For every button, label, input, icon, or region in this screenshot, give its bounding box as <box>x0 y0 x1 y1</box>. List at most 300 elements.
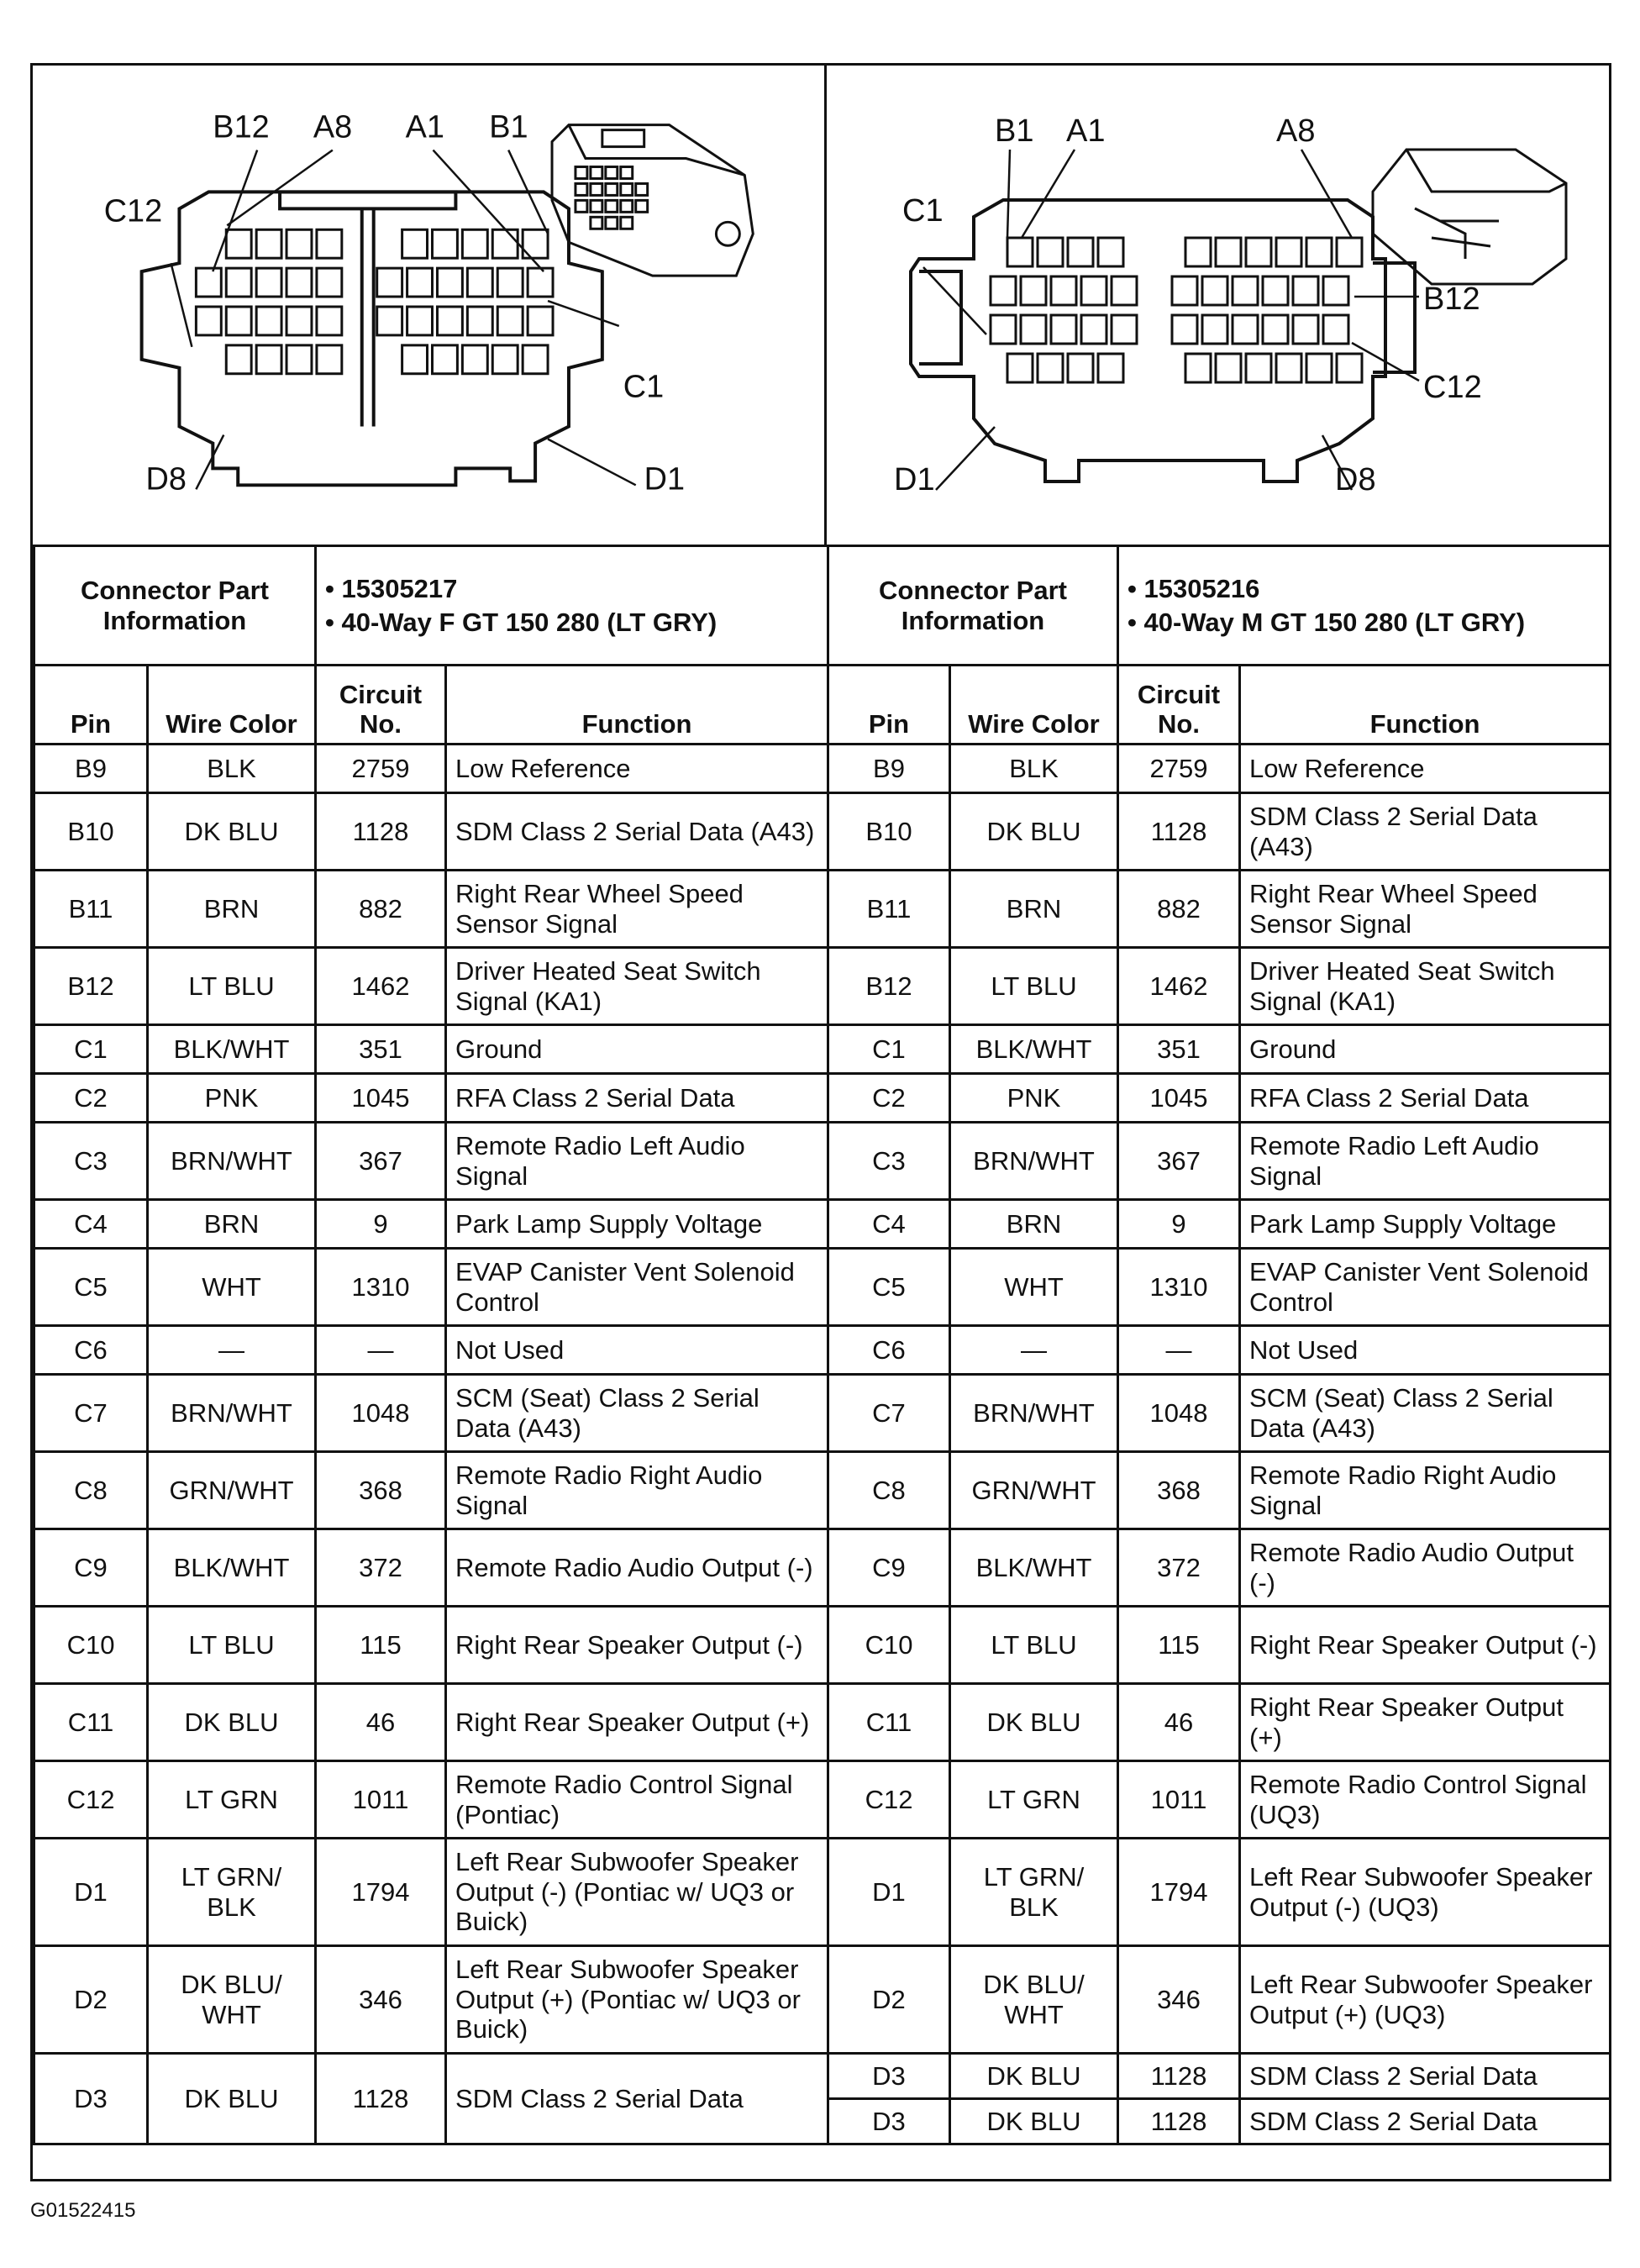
pin-cavity <box>402 229 428 258</box>
circuit-cell: 1048 <box>316 1375 446 1452</box>
pin-cavity <box>1216 354 1241 382</box>
wire-color-cell: LT GRN <box>148 1761 316 1839</box>
circuit-cell: 1128 <box>316 2054 446 2144</box>
wire-color-cell: GRN/WHT <box>950 1452 1118 1529</box>
pin-cell: C12 <box>828 1761 950 1839</box>
circuit-cell: 1048 <box>1118 1375 1240 1452</box>
pin-cell: C5 <box>34 1249 148 1326</box>
pin-cavity <box>1337 238 1362 266</box>
table-row <box>828 1025 1611 1074</box>
pin-cavity <box>1068 238 1093 266</box>
circuit-cell: 115 <box>1118 1607 1240 1684</box>
circuit-cell: 1310 <box>316 1249 446 1326</box>
wire-color-cell: GRN/WHT <box>148 1452 316 1529</box>
pin-cell: C6 <box>828 1326 950 1375</box>
left-header-wire: Wire Color <box>148 666 316 745</box>
pin-cavity <box>1172 276 1197 305</box>
pin-cell: C3 <box>828 1123 950 1200</box>
function-cell: Ground <box>446 1025 828 1074</box>
circuit-cell: 368 <box>316 1452 446 1529</box>
pin-cell: C2 <box>34 1074 148 1123</box>
circuit-cell: 1310 <box>1118 1249 1240 1326</box>
wire-color-cell: DK BLU <box>148 2054 316 2144</box>
circuit-cell: 351 <box>316 1025 446 1074</box>
left-connector-drawing <box>33 66 824 545</box>
wire-color-cell: LT GRN <box>950 1761 1118 1839</box>
pin-cavity <box>1276 238 1301 266</box>
circuit-cell: 372 <box>1118 1529 1240 1607</box>
pin-cavity <box>1051 276 1076 305</box>
circuit-cell: 9 <box>1118 1200 1240 1249</box>
circuit-cell: 368 <box>1118 1452 1240 1529</box>
wire-color-cell: DK BLU <box>148 1684 316 1761</box>
pin-cavity <box>1112 315 1137 344</box>
pin-cell: D1 <box>828 1839 950 1946</box>
circuit-cell: 115 <box>316 1607 446 1684</box>
pin-cavity <box>256 268 281 297</box>
function-cell: Low Reference <box>1240 745 1611 793</box>
function-cell: SCM (Seat) Class 2 Serial Data (A43) <box>446 1375 828 1452</box>
function-cell: Left Rear Subwoofer Speaker Output (+) (Pontiac w/ UQ3 or Buick) <box>446 1946 828 2054</box>
table-row <box>828 1375 1611 1452</box>
right-header-circuit: Circuit No. <box>1118 666 1240 745</box>
wire-color-cell: PNK <box>950 1074 1118 1123</box>
pin-cavity <box>1293 315 1318 344</box>
pin-cavity <box>1306 354 1332 382</box>
function-cell: RFA Class 2 Serial Data <box>446 1074 828 1123</box>
pin-cell: B10 <box>828 793 950 871</box>
wire-color-cell: LT GRN/ BLK <box>148 1839 316 1946</box>
wire-color-cell: LT BLU <box>950 948 1118 1025</box>
pin-cell: C12 <box>34 1761 148 1839</box>
pin-cell: C7 <box>828 1375 950 1452</box>
wire-color-cell: WHT <box>950 1249 1118 1326</box>
pin-cavity <box>462 229 487 258</box>
table-row <box>828 1946 1611 2054</box>
right-label-c12: C12 <box>1423 370 1482 405</box>
pin-cavity <box>1021 315 1046 344</box>
table-row <box>828 1249 1611 1326</box>
table-row <box>34 1249 828 1326</box>
pin-cavity <box>196 307 221 335</box>
pin-cavity <box>377 268 402 297</box>
pin-cavity <box>497 268 523 297</box>
pin-cell: C4 <box>828 1200 950 1249</box>
table-row <box>34 1375 828 1452</box>
function-cell: Park Lamp Supply Voltage <box>446 1200 828 1249</box>
pin-cavity <box>1202 315 1227 344</box>
left-label-a1: A1 <box>405 109 444 145</box>
left-label-c12: C12 <box>103 193 163 229</box>
pin-cell: C4 <box>34 1200 148 1249</box>
table-row <box>828 2099 1611 2144</box>
pin-cavity <box>226 268 251 297</box>
pin-cavity <box>1007 354 1033 382</box>
pin-cell: D2 <box>34 1946 148 2054</box>
pin-cavity <box>991 315 1016 344</box>
right-label-b12: B12 <box>1423 282 1480 317</box>
right-header-function: Function <box>1240 666 1611 745</box>
pin-cavity <box>1216 238 1241 266</box>
pin-cavity <box>437 307 462 335</box>
pin-cell: B9 <box>828 745 950 793</box>
wire-color-cell: BRN/WHT <box>148 1375 316 1452</box>
table-row <box>34 1326 828 1375</box>
table-row <box>828 948 1611 1025</box>
table-row <box>34 1452 828 1529</box>
wire-color-cell: BLK <box>148 745 316 793</box>
wire-color-cell: DK BLU <box>950 2099 1118 2144</box>
wire-color-cell: BRN/WHT <box>950 1375 1118 1452</box>
pin-cavity <box>1323 276 1348 305</box>
circuit-cell: 46 <box>316 1684 446 1761</box>
table-row <box>828 1529 1611 1607</box>
right-label-b1: B1 <box>995 113 1034 149</box>
pin-cell: B11 <box>34 871 148 948</box>
pin-cavity <box>1051 315 1076 344</box>
connector-diagrams <box>33 66 1609 547</box>
pin-cavity <box>286 229 312 258</box>
wire-color-cell: LT BLU <box>950 1607 1118 1684</box>
function-cell: SDM Class 2 Serial Data (A43) <box>1240 793 1611 871</box>
pin-cell: C10 <box>828 1607 950 1684</box>
right-part-description: • 40-Way M GT 150 280 (LT GRY) <box>1128 607 1526 637</box>
pin-cell: B11 <box>828 871 950 948</box>
pin-cavity <box>467 307 492 335</box>
function-cell: SDM Class 2 Serial Data (A43) <box>446 793 828 871</box>
wire-color-cell: BRN <box>148 871 316 948</box>
pin-cavity <box>256 229 281 258</box>
circuit-cell: 1045 <box>316 1074 446 1123</box>
pin-cavity <box>1112 276 1137 305</box>
wire-color-cell: DK BLU <box>148 793 316 871</box>
pin-cell: C10 <box>34 1607 148 1684</box>
pin-cavity <box>1263 315 1288 344</box>
pin-cavity <box>1098 354 1123 382</box>
right-header-row <box>828 666 1611 745</box>
circuit-cell: 46 <box>1118 1684 1240 1761</box>
circuit-cell: 9 <box>316 1200 446 1249</box>
left-header-pin: Pin <box>34 666 148 745</box>
circuit-cell: — <box>1118 1326 1240 1375</box>
right-header-pin: Pin <box>828 666 950 745</box>
left-part-description: • 40-Way F GT 150 280 (LT GRY) <box>325 607 718 637</box>
pin-cavity <box>317 345 342 374</box>
table-row <box>34 948 828 1025</box>
table-row <box>34 1946 828 2054</box>
pin-cavity <box>1263 276 1288 305</box>
left-info-label: Connector Part Information <box>34 546 316 666</box>
right-part-number: • 15305216 <box>1128 573 1260 603</box>
pin-cell: C11 <box>34 1684 148 1761</box>
left-header-circuit: Circuit No. <box>316 666 446 745</box>
wire-color-cell: BRN <box>950 1200 1118 1249</box>
pin-cavity <box>407 268 433 297</box>
table-row <box>34 1761 828 1839</box>
figure-id: G01522415 <box>30 2199 136 2222</box>
pin-cavity <box>1185 238 1211 266</box>
wire-color-cell: BRN <box>148 1200 316 1249</box>
circuit-cell: 367 <box>1118 1123 1240 1200</box>
table-row <box>828 1761 1611 1839</box>
pin-cavity <box>286 268 312 297</box>
pin-cavity <box>1233 315 1258 344</box>
circuit-cell: 351 <box>1118 1025 1240 1074</box>
pin-cell: D3 <box>828 2099 950 2144</box>
pin-cavity <box>467 268 492 297</box>
pin-cavity <box>1068 354 1093 382</box>
circuit-cell: 882 <box>1118 871 1240 948</box>
pin-cavity <box>1306 238 1332 266</box>
pin-cavity <box>286 307 312 335</box>
left-part-number: • 15305217 <box>325 573 458 603</box>
right-part-info <box>1118 546 1611 666</box>
wire-color-cell: DK BLU/ WHT <box>148 1946 316 2054</box>
function-cell: Not Used <box>446 1326 828 1375</box>
pin-cavity <box>377 307 402 335</box>
circuit-cell: 2759 <box>1118 745 1240 793</box>
function-cell: SDM Class 2 Serial Data <box>446 2054 828 2144</box>
pin-cavity <box>286 345 312 374</box>
wire-color-cell: BLK/WHT <box>950 1025 1118 1074</box>
pin-cell: C7 <box>34 1375 148 1452</box>
pin-cavity <box>437 268 462 297</box>
left-label-c1: C1 <box>623 369 665 405</box>
pin-cavity <box>1337 354 1362 382</box>
right-info-row <box>828 546 1611 666</box>
pin-cavity <box>1021 276 1046 305</box>
function-cell: Remote Radio Right Audio Signal <box>446 1452 828 1529</box>
table-row <box>828 793 1611 871</box>
function-cell: Right Rear Speaker Output (+) <box>1240 1684 1611 1761</box>
left-header-row <box>34 666 828 745</box>
pin-cavity <box>523 345 548 374</box>
function-cell: Remote Radio Left Audio Signal <box>1240 1123 1611 1200</box>
wire-color-cell: LT BLU <box>148 948 316 1025</box>
function-cell: Remote Radio Audio Output (-) <box>446 1529 828 1607</box>
wire-color-cell: BRN/WHT <box>950 1123 1118 1200</box>
table-row <box>828 2054 1611 2099</box>
function-cell: EVAP Canister Vent Solenoid Control <box>446 1249 828 1326</box>
pin-cavity <box>1081 315 1106 344</box>
function-cell: Right Rear Speaker Output (+) <box>446 1684 828 1761</box>
pin-cavity <box>1202 276 1227 305</box>
function-cell: Not Used <box>1240 1326 1611 1375</box>
pin-cell: C1 <box>34 1025 148 1074</box>
pin-cell: B10 <box>34 793 148 871</box>
pin-cavity <box>1276 354 1301 382</box>
pin-cavity <box>432 229 457 258</box>
wire-color-cell: LT BLU <box>148 1607 316 1684</box>
left-label-d1: D1 <box>644 461 686 497</box>
left-pinout-table <box>33 545 829 2145</box>
pin-cavity <box>492 345 518 374</box>
left-label-b1: B1 <box>489 109 528 145</box>
pin-cavity <box>226 307 251 335</box>
pin-cavity <box>1323 315 1348 344</box>
pin-cavity <box>1038 354 1063 382</box>
pin-cavity <box>1233 276 1258 305</box>
table-row <box>828 1074 1611 1123</box>
left-label-d8: D8 <box>145 461 187 497</box>
wire-color-cell: BLK <box>950 745 1118 793</box>
function-cell: Left Rear Subwoofer Speaker Output (-) (Pontiac w/ UQ3 or Buick) <box>446 1839 828 1946</box>
function-cell: SDM Class 2 Serial Data <box>1240 2099 1611 2144</box>
circuit-cell: 1128 <box>1118 2099 1240 2144</box>
left-connector-diagram <box>33 66 827 545</box>
right-label-d1: D1 <box>894 462 935 497</box>
pin-cavity <box>407 307 433 335</box>
function-cell: Left Rear Subwoofer Speaker Output (+) (UQ3) <box>1240 1946 1611 2054</box>
pin-cavity <box>1038 238 1063 266</box>
wire-color-cell: BLK/WHT <box>148 1025 316 1074</box>
circuit-cell: 1045 <box>1118 1074 1240 1123</box>
table-row <box>828 745 1611 793</box>
function-cell: EVAP Canister Vent Solenoid Control <box>1240 1249 1611 1326</box>
table-row <box>34 745 828 793</box>
function-cell: SCM (Seat) Class 2 Serial Data (A43) <box>1240 1375 1611 1452</box>
table-row <box>34 1607 828 1684</box>
function-cell: Remote Radio Audio Output (-) <box>1240 1529 1611 1607</box>
connector-sheet <box>30 63 1611 2181</box>
pin-cell: C11 <box>828 1684 950 1761</box>
table-row <box>34 1074 828 1123</box>
function-cell: Remote Radio Right Audio Signal <box>1240 1452 1611 1529</box>
pin-cell: C8 <box>34 1452 148 1529</box>
right-label-c1: C1 <box>902 193 944 229</box>
circuit-cell: 1128 <box>1118 2054 1240 2099</box>
left-label-a8: A8 <box>313 109 353 145</box>
pin-cavity <box>317 268 342 297</box>
table-row <box>828 1200 1611 1249</box>
function-cell: Right Rear Speaker Output (-) <box>446 1607 828 1684</box>
pin-cavity <box>1246 238 1271 266</box>
right-connector-drawing <box>827 66 1609 545</box>
table-row <box>34 1025 828 1074</box>
function-cell: Park Lamp Supply Voltage <box>1240 1200 1611 1249</box>
circuit-cell: 1462 <box>1118 948 1240 1025</box>
wire-color-cell: DK BLU/ WHT <box>950 1946 1118 2054</box>
circuit-cell: 1011 <box>316 1761 446 1839</box>
wire-color-cell: WHT <box>148 1249 316 1326</box>
circuit-cell: 1462 <box>316 948 446 1025</box>
pin-cavity <box>317 307 342 335</box>
wire-color-cell: BLK/WHT <box>148 1529 316 1607</box>
left-part-info <box>316 546 828 666</box>
wire-color-cell: PNK <box>148 1074 316 1123</box>
pin-cell: C2 <box>828 1074 950 1123</box>
wire-color-cell: BRN <box>950 871 1118 948</box>
function-cell: Right Rear Wheel Speed Sensor Signal <box>446 871 828 948</box>
pin-cell: B9 <box>34 745 148 793</box>
right-connector-diagram <box>827 66 1609 545</box>
function-cell: Right Rear Wheel Speed Sensor Signal <box>1240 871 1611 948</box>
circuit-cell: — <box>316 1326 446 1375</box>
wire-color-cell: DK BLU <box>950 793 1118 871</box>
pin-cavity <box>528 268 553 297</box>
circuit-cell: 882 <box>316 871 446 948</box>
table-row <box>34 2054 828 2144</box>
pin-cell: C6 <box>34 1326 148 1375</box>
function-cell: Left Rear Subwoofer Speaker Output (-) (UQ3) <box>1240 1839 1611 1946</box>
table-row <box>828 1684 1611 1761</box>
pin-cavity <box>991 276 1016 305</box>
pin-cavity <box>1081 276 1106 305</box>
table-row <box>828 1123 1611 1200</box>
function-cell: Driver Heated Seat Switch Signal (KA1) <box>1240 948 1611 1025</box>
function-cell: Remote Radio Control Signal (Pontiac) <box>446 1761 828 1839</box>
pin-cavity <box>1172 315 1197 344</box>
pin-cell: C9 <box>828 1529 950 1607</box>
table-row <box>34 1529 828 1607</box>
right-label-d8: D8 <box>1335 462 1376 497</box>
table-row <box>828 1839 1611 1946</box>
right-header-wire: Wire Color <box>950 666 1118 745</box>
left-header-function: Function <box>446 666 828 745</box>
pin-cell: D1 <box>34 1839 148 1946</box>
left-info-row <box>34 546 828 666</box>
pin-cell: C8 <box>828 1452 950 1529</box>
function-cell: Ground <box>1240 1025 1611 1074</box>
table-row <box>34 793 828 871</box>
right-label-a1: A1 <box>1066 113 1106 149</box>
table-row <box>828 1452 1611 1529</box>
pin-cell: D2 <box>828 1946 950 2054</box>
wire-color-cell: DK BLU <box>950 1684 1118 1761</box>
table-row <box>34 1200 828 1249</box>
circuit-cell: 372 <box>316 1529 446 1607</box>
function-cell: Remote Radio Control Signal (UQ3) <box>1240 1761 1611 1839</box>
right-info-label: Connector Part Information <box>828 546 1118 666</box>
pin-cavity <box>317 229 342 258</box>
pin-cavity <box>402 345 428 374</box>
pin-cell: D3 <box>34 2054 148 2144</box>
pin-cavity <box>256 307 281 335</box>
function-cell: RFA Class 2 Serial Data <box>1240 1074 1611 1123</box>
pin-cavity <box>226 229 251 258</box>
circuit-cell: 367 <box>316 1123 446 1200</box>
pin-cavity <box>1185 354 1211 382</box>
table-row <box>828 1326 1611 1375</box>
circuit-cell: 1128 <box>316 793 446 871</box>
table-row <box>34 871 828 948</box>
table-row <box>828 1607 1611 1684</box>
pin-cavity <box>1246 354 1271 382</box>
wire-color-cell: BRN/WHT <box>148 1123 316 1200</box>
function-cell: Low Reference <box>446 745 828 793</box>
pin-cavity <box>1007 238 1033 266</box>
circuit-cell: 2759 <box>316 745 446 793</box>
table-row <box>34 1684 828 1761</box>
left-label-b12: B12 <box>213 109 270 145</box>
pin-cavity <box>528 307 553 335</box>
circuit-cell: 1794 <box>316 1839 446 1946</box>
pin-cavity <box>196 268 221 297</box>
pin-cavity <box>497 307 523 335</box>
circuit-cell: 346 <box>1118 1946 1240 2054</box>
pin-cell: C9 <box>34 1529 148 1607</box>
wire-color-cell: LT GRN/ BLK <box>950 1839 1118 1946</box>
pin-cavity <box>256 345 281 374</box>
table-row <box>34 1123 828 1200</box>
circuit-cell: 346 <box>316 1946 446 2054</box>
wire-color-cell: BLK/WHT <box>950 1529 1118 1607</box>
pin-cavity <box>432 345 457 374</box>
circuit-cell: 1128 <box>1118 793 1240 871</box>
pin-cell: C3 <box>34 1123 148 1200</box>
pin-cell: B12 <box>828 948 950 1025</box>
function-cell: SDM Class 2 Serial Data <box>1240 2054 1611 2099</box>
